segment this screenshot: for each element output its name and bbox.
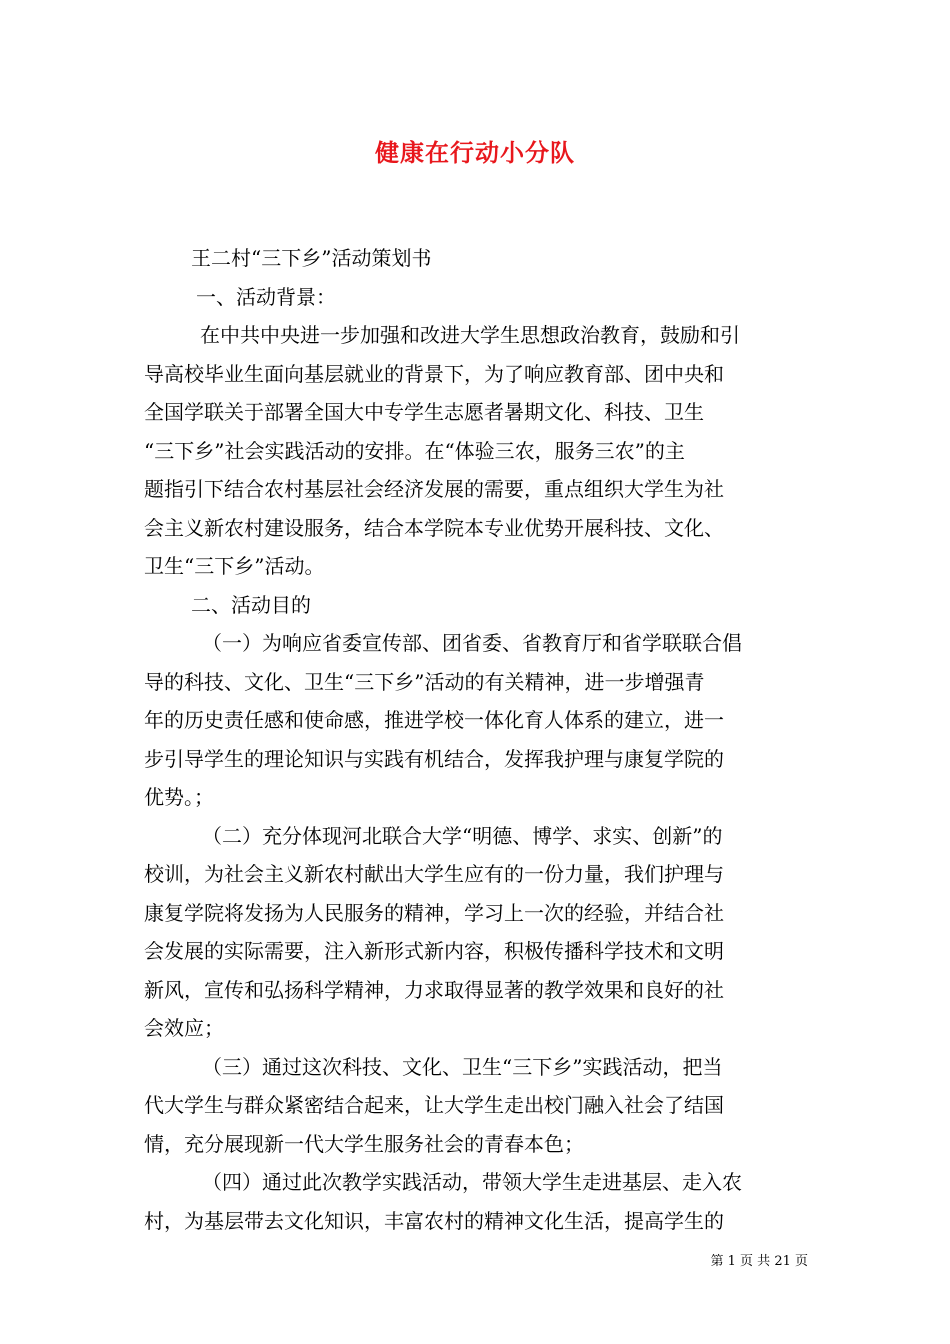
paragraph-line: 优势。； [144,785,214,809]
paragraph-line: 导高校毕业生面向基层就业的背景下，为了响应教育部、团中央和 [144,361,724,386]
paragraph-line: 新风，宣传和弘扬科学精神，力求取得显著的教学效果和良好的社 [144,977,724,1002]
paragraph-line: 康复学院将发扬为人民服务的精神，学习上一次的经验，并结合社 [144,900,724,925]
paragraph-line: 在中共中央进一步加强和改进大学生思想政治教育，鼓励和引 [200,323,740,347]
paragraph-line: （四）通过此次教学实践活动，带领大学生走进基层、走入农 [202,1170,742,1194]
document-subtitle: 王二村“三下乡”活动策划书 [191,246,432,270]
section-heading-purpose: 二、活动目的 [191,592,311,617]
paragraph-line: 校训，为社会主义新农村献出大学生应有的一份力量，我们护理与 [144,862,724,886]
paragraph-line: 代大学生与群众紧密结合起来，让大学生走出校门融入社会了结国 [144,1093,724,1117]
paragraph-item-1 [144,624,807,817]
paragraph-line: （三）通过这次科技、文化、卫生“三下乡”实践活动，把当 [202,1054,723,1079]
paragraph-line: “三下乡”社会实践活动的安排。在“体验三农，服务三农”的主 [144,438,685,463]
document-title: 健康在行动小分队 [375,138,575,167]
paragraph-line: 会发展的实际需要，注入新形式新内容，积极传播科学技术和文明 [144,939,724,963]
paragraph-line: 导的科技、文化、卫生“三下乡”活动的有关精神，进一步增强青 [144,669,705,694]
paragraph-line: 年的历史责任感和使命感，推进学校一体化育人体系的建立，进一 [144,708,724,732]
paragraph-line: 全国学联关于部署全国大中专学生志愿者暑期文化、科技、卫生 [144,400,704,424]
paragraph-item-3 [144,1048,807,1164]
paragraph-line: 题指引下结合农村基层社会经济发展的需要，重点组织大学生为社 [144,477,724,501]
paragraph-line: 步引导学生的理论知识与实践有机结合，发挥我护理与康复学院的 [144,746,724,771]
paragraph-line: （二）充分体现河北联合大学“明德、博学、求实、创新”的 [202,823,723,848]
section-heading-background: 一、活动背景： [196,284,336,309]
paragraph-line: （一）为响应省委宣传部、团省委、省教育厅和省学联联合倡 [202,631,742,655]
page-number-footer: 第 1 页 共 21 页 [710,1254,808,1269]
paragraph-line: 情，充分展现新一代大学生服务社会的青春本色； [144,1131,584,1156]
paragraph-item-4 [144,1163,807,1240]
paragraph-line: 村，为基层带去文化知识，丰富农村的精神文化生活，提高学生的 [144,1208,724,1233]
paragraph-background [144,316,807,586]
paragraph-line: 会主义新农村建设服务，结合本学院本专业优势开展科技、文化、 [144,515,724,540]
paragraph-line: 卫生“三下乡”活动。 [144,554,325,578]
document-body [144,239,807,1240]
paragraph-line: 会效应； [144,1016,224,1040]
paragraph-item-2 [144,817,807,1048]
